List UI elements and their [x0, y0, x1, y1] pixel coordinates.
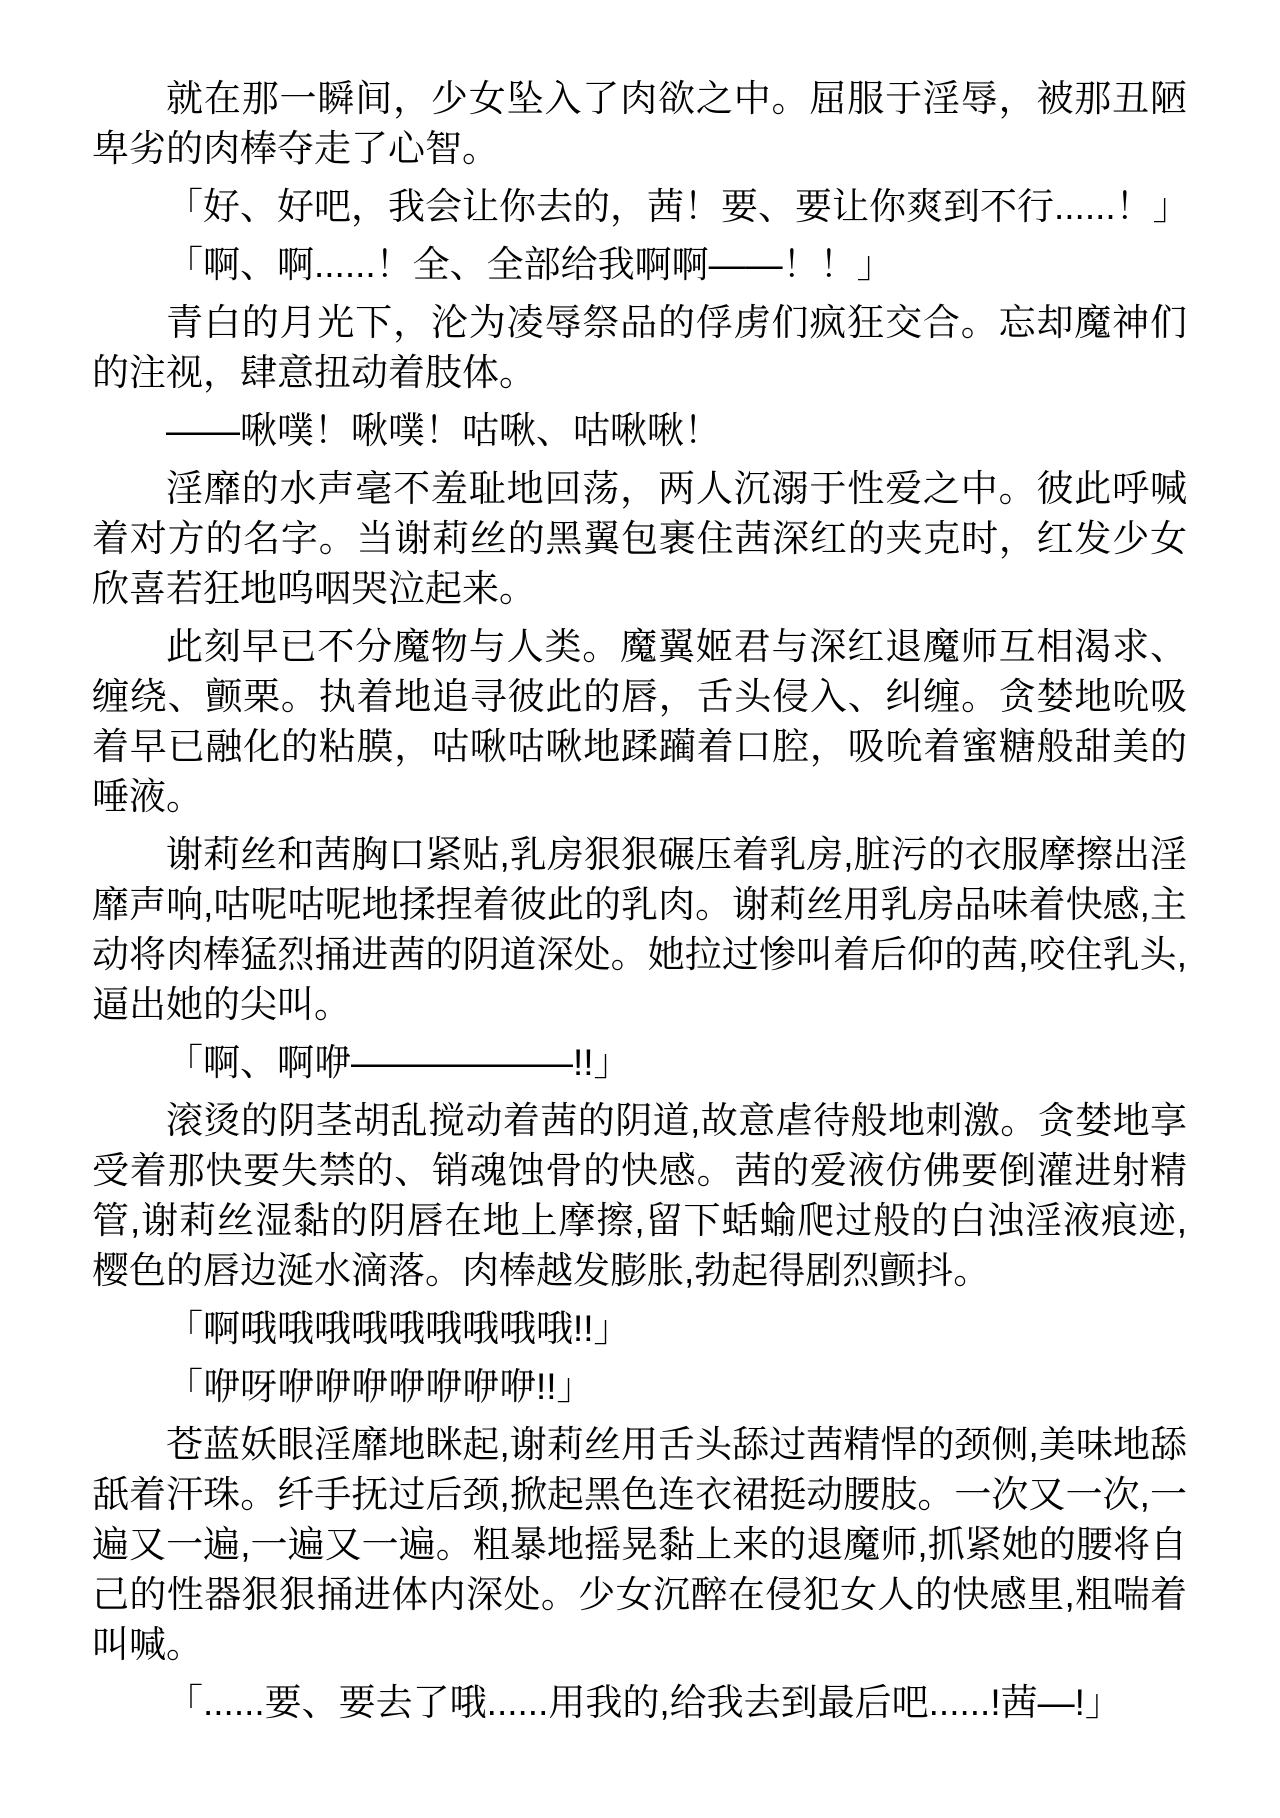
dialogue-line-2: 「好、好吧，我会让你去的，茜！要、要让你爽到不行......！」 [166, 186, 1190, 227]
dialogue-line-14: 「......要、要去了哦......用我的,给我去到最后吧......!茜—!」 [166, 1682, 1122, 1723]
sound-effect-line-5: ——啾噗！啾噗！咕啾、咕啾啾！ [166, 410, 721, 451]
narration-paragraph-10: 滚烫的阴茎胡乱搅动着茜的阴道,故意虐待般地刺激。贪婪地享受着那快要失禁的、销魂蚀骨的快感。茜的爱液仿佛要倒灌进射精管,谢莉丝湿黏的阴唇在地上摩擦,留下蛞蝓爬过般的白浊淫液痕迹,樱色的唇边涎水滴落。肉棒越发膨胀,勃起得剧烈颤抖。 [92, 1100, 1187, 1291]
dialogue-line-11: 「啊哦哦哦哦哦哦哦哦哦!!」 [166, 1308, 631, 1349]
narration-paragraph-8: 谢莉丝和茜胸口紧贴,乳房狠狠碾压着乳房,脏污的衣服摩擦出淫靡声响,咕呢咕呢地揉捏着彼此的乳肉。谢莉丝用乳房品味着快感,主动将肉棒猛烈捅进茜的阴道深处。她拉过惨叫着后仰的茜,咬住乳头,逼出她的尖叫。 [92, 834, 1187, 1025]
narration-paragraph-4: 青白的月光下，沦为凌辱祭品的俘虏们疯狂交合。忘却魔神们的注视，肆意扭动着肢体。 [92, 302, 1187, 393]
narration-paragraph-6: 淫靡的水声毫不羞耻地回荡，两人沉溺于性爱之中。彼此呼喊着对方的名字。当谢莉丝的黑翼包裹住茜深红的夹克时，红发少女欣喜若狂地呜咽哭泣起来。 [92, 468, 1187, 609]
narration-paragraph-1: 就在那一瞬间，少女坠入了肉欲之中。屈服于淫辱，被那丑陋卑劣的肉棒夺走了心智。 [92, 78, 1187, 169]
narration-paragraph-7: 此刻早已不分魔物与人类。魔翼姬君与深红退魔师互相渴求、缠绕、颤栗。执着地追寻彼此的唇，舌头侵入、纠缠。贪婪地吮吸着早已融化的粘膜，咕啾咕啾地蹂躏着口腔，吸吮着蜜糖般甜美的唾液。 [92, 626, 1187, 817]
novel-text [92, 74, 1190, 1728]
narration-paragraph-13: 苍蓝妖眼淫靡地眯起,谢莉丝用舌头舔过茜精悍的颈侧,美味地舔舐着汗珠。纤手抚过后颈,掀起黑色连衣裙挺动腰肢。一次又一次,一遍又一遍,一遍又一遍。粗暴地摇晃黏上来的退魔师,抓紧她的腰将自己的性器狠狠捅进体内深处。少女沉醉在侵犯女人的快感里,粗喘着叫喊。 [92, 1424, 1187, 1665]
dialogue-line-9: 「啊、啊咿——————!!」 [166, 1042, 631, 1083]
dialogue-line-3: 「啊、啊......！全、全部给我啊啊——！！」 [166, 244, 894, 285]
dialogue-line-12: 「咿呀咿咿咿咿咿咿咿!!」 [166, 1366, 594, 1407]
